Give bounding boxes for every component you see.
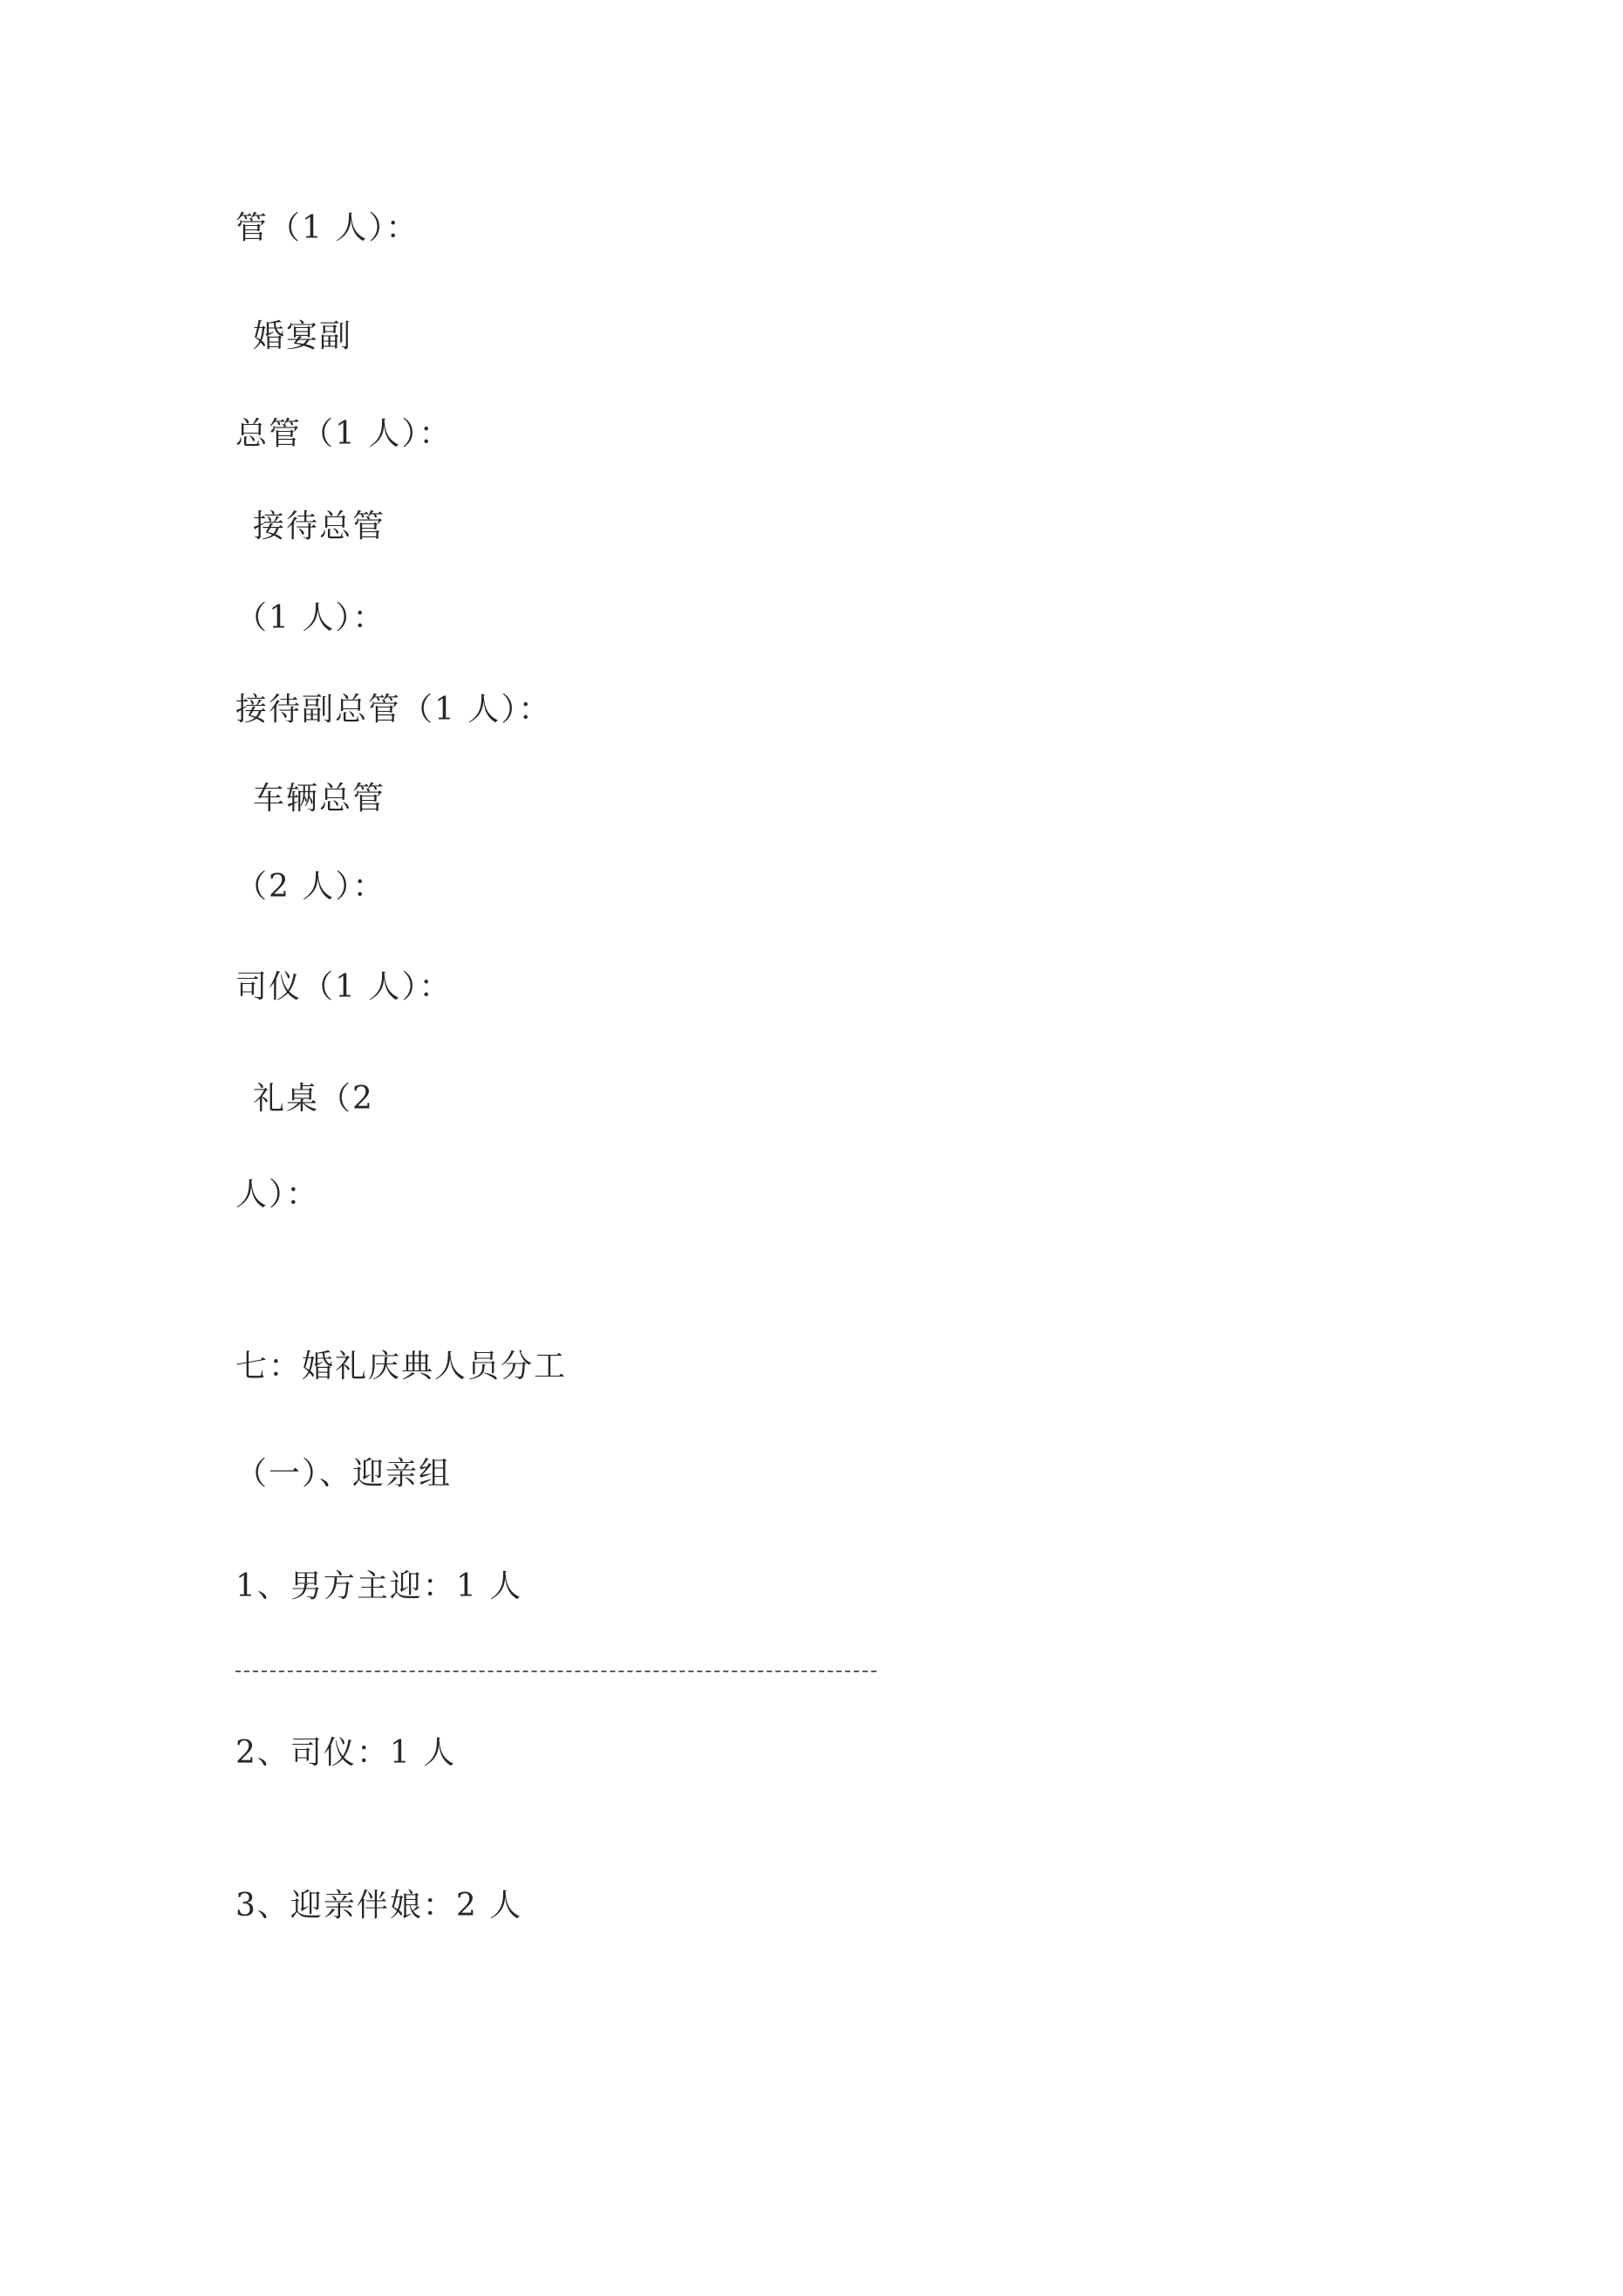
text-line: 管（1 人）： (235, 210, 419, 246)
dashed-separator (235, 1671, 876, 1672)
text-line: 婚宴副 (253, 318, 353, 354)
text-line: （2 人）： (235, 869, 386, 905)
text-line: 人）： (235, 1177, 320, 1213)
list-item: 2、司仪：1 人 (235, 1735, 457, 1771)
text-line: 礼桌（2 (253, 1081, 374, 1117)
text-line: 司仪（1 人）： (235, 969, 453, 1005)
text-line: 接待副总管（1 人）： (235, 692, 552, 728)
subsection-heading: （一）、迎亲组 (235, 1456, 453, 1492)
text-line: （1 人）： (235, 600, 386, 636)
text-line: 总管（1 人）： (235, 416, 453, 452)
text-line: 车辆总管 (253, 781, 386, 817)
list-item: 1、男方主迎：1 人 (235, 1568, 523, 1604)
list-item: 3、迎亲伴娘：2 人 (235, 1888, 523, 1924)
text-line: 接待总管 (253, 509, 386, 544)
section-heading: 七：婚礼庆典人员分工 (235, 1349, 568, 1384)
